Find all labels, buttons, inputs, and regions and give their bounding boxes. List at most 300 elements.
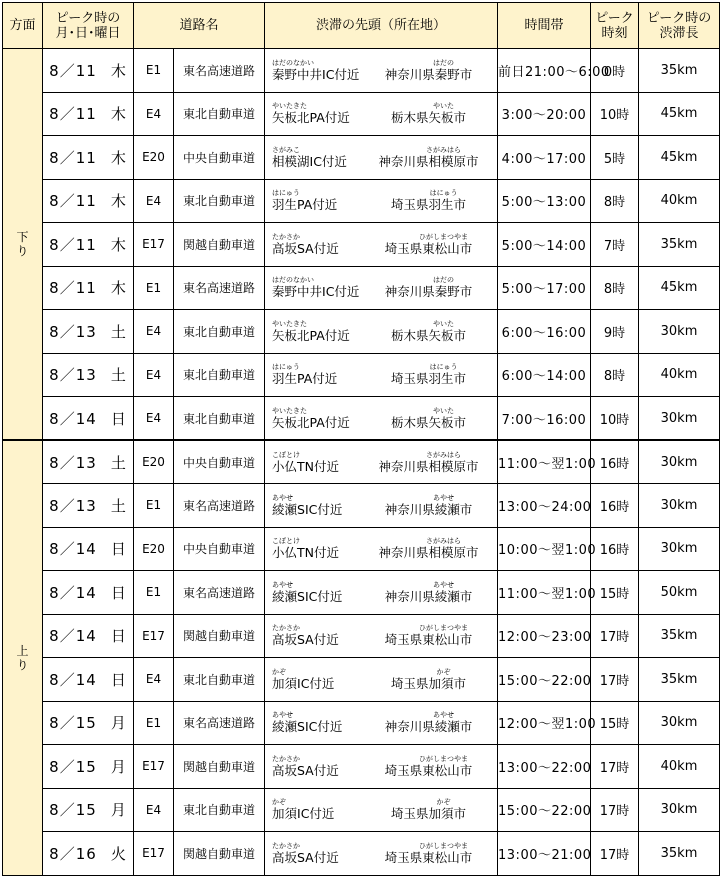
spot-name: 小仏TN付近 xyxy=(272,458,340,474)
peak-length-cell xyxy=(639,92,720,136)
road-number: E17 xyxy=(142,846,165,861)
peak-length-cell xyxy=(639,658,720,702)
time-band-cell xyxy=(498,179,591,223)
road-number: E20 xyxy=(142,455,165,469)
peak-time: 16時 xyxy=(599,499,630,515)
time-band: 15:00～22:00 xyxy=(498,804,592,820)
time-band-cell xyxy=(498,353,591,397)
road-name: 東名高速道路 xyxy=(183,585,256,600)
peak-day-of-week: 土 xyxy=(110,366,127,385)
peak-date-cell xyxy=(43,571,134,615)
peak-date: 8／11 xyxy=(49,192,97,211)
road-name-cell xyxy=(174,49,265,93)
spot-name: 矢板北PA付近 xyxy=(272,110,350,126)
spot-name: 加須IC付近 xyxy=(272,675,335,691)
peak-time: 15時 xyxy=(599,586,630,602)
header-peak-length-line2: 渋滞長 xyxy=(659,25,699,41)
table-row xyxy=(3,788,720,832)
road-name: 東北自動車道 xyxy=(183,672,256,687)
city-ruby: ひがしまつやま xyxy=(419,232,469,241)
road-name: 東北自動車道 xyxy=(183,368,256,383)
table-row xyxy=(3,571,720,615)
spot-name: 加須IC付近 xyxy=(272,806,335,822)
city-name: 埼玉県東松山市 xyxy=(384,240,473,256)
table-row xyxy=(3,484,720,528)
head-location-cell xyxy=(265,745,498,789)
road-number-cell xyxy=(134,136,174,180)
peak-date-cell xyxy=(43,49,134,93)
road-number: E4 xyxy=(145,802,162,817)
time-band: 6:00～14:00 xyxy=(501,369,587,385)
spot-ruby: たかさか xyxy=(272,624,301,633)
peak-length-cell xyxy=(639,266,720,310)
spot-name: 羽生PA付近 xyxy=(272,371,338,387)
road-name: 関越自動車道 xyxy=(183,759,256,774)
peak-time-cell xyxy=(591,745,639,789)
road-name: 中央自動車道 xyxy=(183,150,256,165)
spot-ruby: はだのなかい xyxy=(272,58,315,67)
peak-time: 15時 xyxy=(599,717,630,733)
peak-date-cell xyxy=(43,658,134,702)
header-time-band-label: 時間帯 xyxy=(524,18,564,33)
road-number: E20 xyxy=(142,541,165,556)
peak-length: 35km xyxy=(660,236,698,252)
head-location-cell xyxy=(265,484,498,528)
spot-name: 綾瀬SIC付近 xyxy=(272,719,343,735)
time-band: 5:00～17:00 xyxy=(501,282,587,298)
head-location-cell xyxy=(265,136,498,180)
head-location-cell xyxy=(265,701,498,745)
peak-length-cell xyxy=(639,353,720,397)
peak-day-of-week: 土 xyxy=(110,496,127,515)
city-ruby: あやせ xyxy=(433,493,455,502)
road-number-cell xyxy=(134,179,174,223)
road-number: E17 xyxy=(142,759,165,774)
road-number: E17 xyxy=(142,628,165,643)
peak-day-of-week: 木 xyxy=(110,148,127,167)
table-row xyxy=(3,310,720,354)
peak-time-cell xyxy=(591,788,639,832)
road-name: 東北自動車道 xyxy=(183,324,256,339)
spot-ruby: さがみこ xyxy=(272,145,301,154)
spot-ruby: たかさか xyxy=(272,841,301,850)
time-band: 10:00～翌1:00 xyxy=(498,543,597,559)
road-number: E1 xyxy=(145,585,162,600)
peak-length: 30km xyxy=(660,802,698,818)
spot-ruby: たかさか xyxy=(272,232,301,241)
peak-length: 35km xyxy=(660,62,698,78)
city-name: 神奈川県綾瀬市 xyxy=(384,719,473,735)
city-ruby: あやせ xyxy=(433,580,455,589)
city-name: 栃木県矢板市 xyxy=(391,327,467,343)
road-number: E4 xyxy=(145,324,162,339)
road-name-cell xyxy=(174,527,265,571)
peak-time-cell xyxy=(591,353,639,397)
road-name-cell xyxy=(174,832,265,876)
spot-name: 高坂SA付近 xyxy=(272,849,339,865)
peak-time-cell xyxy=(591,484,639,528)
table-row xyxy=(3,440,720,484)
road-number-cell xyxy=(134,266,174,310)
peak-date-cell xyxy=(43,788,134,832)
peak-day-of-week: 月 xyxy=(110,757,127,776)
time-band-cell xyxy=(498,701,597,745)
header-peak-length-line1: ピーク時の xyxy=(646,10,712,26)
head-location-cell xyxy=(265,179,498,223)
spot-ruby: はにゅう xyxy=(272,189,300,198)
header-peak-date xyxy=(43,3,134,49)
city-name: 埼玉県羽生市 xyxy=(391,371,467,387)
header-direction xyxy=(3,3,43,49)
time-band: 3:00～20:00 xyxy=(501,108,587,124)
road-name-cell xyxy=(174,658,265,702)
road-name: 東名高速道路 xyxy=(183,63,256,78)
road-number: E4 xyxy=(145,672,162,687)
spot-name: 矢板北PA付近 xyxy=(272,414,350,430)
peak-time: 9時 xyxy=(603,325,626,341)
time-band-cell xyxy=(498,571,597,615)
table-row xyxy=(3,266,720,310)
peak-day-of-week: 日 xyxy=(110,540,127,559)
header-peak-time-line1: ピーク xyxy=(595,10,634,26)
time-band-cell xyxy=(498,484,591,528)
header-peak-date-line2: 月･日･曜日 xyxy=(55,25,121,41)
head-location-cell xyxy=(265,788,498,832)
peak-date: 8／14 xyxy=(49,409,97,428)
head-location-cell xyxy=(265,658,498,702)
peak-date: 8／14 xyxy=(49,540,97,559)
road-name: 中央自動車道 xyxy=(183,542,256,557)
header-direction-label: 方面 xyxy=(9,18,36,33)
road-name-cell xyxy=(174,353,265,397)
peak-date: 8／14 xyxy=(49,670,97,689)
peak-time-cell xyxy=(591,179,639,223)
peak-length: 35km xyxy=(660,628,698,644)
spot-ruby: やいたきた xyxy=(272,102,308,111)
time-band: 11:00～翌1:00 xyxy=(498,586,597,602)
road-number: E1 xyxy=(145,498,162,513)
peak-day-of-week: 日 xyxy=(110,583,127,602)
road-number-cell xyxy=(134,310,174,354)
spot-name: 高坂SA付近 xyxy=(272,762,339,778)
road-number-cell xyxy=(134,571,174,615)
road-number: E1 xyxy=(145,63,162,78)
spot-ruby: かぞ xyxy=(272,798,287,807)
spot-name: 羽生PA付近 xyxy=(272,197,338,213)
peak-length: 45km xyxy=(660,106,698,122)
road-name-cell xyxy=(174,136,265,180)
peak-date: 8／13 xyxy=(49,453,97,472)
city-ruby: やいた xyxy=(433,319,455,328)
peak-date-cell xyxy=(43,701,134,745)
table-body xyxy=(3,49,720,876)
road-name: 東北自動車道 xyxy=(183,411,256,426)
city-name: 神奈川県相模原市 xyxy=(378,545,479,561)
peak-time-cell xyxy=(591,527,639,571)
time-band-cell xyxy=(498,92,591,136)
road-number-cell xyxy=(134,658,174,702)
spot-ruby: はだのなかい xyxy=(272,276,315,285)
peak-length-cell xyxy=(639,745,720,789)
peak-time-cell xyxy=(591,92,639,136)
peak-date-cell xyxy=(43,484,134,528)
peak-date-cell xyxy=(43,223,134,267)
time-band-cell xyxy=(498,788,591,832)
peak-time: 5時 xyxy=(603,151,626,167)
peak-day-of-week: 木 xyxy=(110,279,127,298)
time-band: 13:00～21:00 xyxy=(498,847,592,863)
road-name-cell xyxy=(174,484,265,528)
table-row xyxy=(3,92,720,136)
direction-label-down: 下り xyxy=(16,230,29,258)
head-location-cell xyxy=(265,310,498,354)
head-location-cell xyxy=(265,832,498,876)
peak-length-cell xyxy=(639,223,720,267)
spot-name: 矢板北PA付近 xyxy=(272,327,350,343)
time-band: 7:00～16:00 xyxy=(501,412,587,428)
peak-time: 0時 xyxy=(603,64,626,80)
peak-day-of-week: 日 xyxy=(110,409,127,428)
peak-date: 8／13 xyxy=(49,366,97,385)
peak-time-cell xyxy=(591,266,639,310)
spot-ruby: かぞ xyxy=(272,667,287,676)
header-road-name-label: 道路名 xyxy=(179,18,219,33)
spot-name: 秦野中井IC付近 xyxy=(272,284,360,300)
city-name: 神奈川県秦野市 xyxy=(384,284,473,300)
table-row xyxy=(3,223,720,267)
road-name-cell xyxy=(174,92,265,136)
table-row xyxy=(3,701,720,745)
peak-time-cell xyxy=(591,571,639,615)
peak-date: 8／11 xyxy=(49,61,97,80)
head-location-cell xyxy=(265,527,498,571)
peak-length-cell xyxy=(639,701,720,745)
city-ruby: やいた xyxy=(433,406,455,415)
time-band-cell xyxy=(498,745,591,789)
direction-label-up: 上り xyxy=(16,643,29,672)
peak-length: 35km xyxy=(660,845,698,861)
peak-time: 16時 xyxy=(599,456,630,472)
table-row xyxy=(3,614,720,658)
peak-date-cell xyxy=(43,832,134,876)
peak-length: 30km xyxy=(660,323,698,339)
peak-time-cell xyxy=(591,397,639,441)
city-ruby: やいた xyxy=(433,102,455,111)
peak-date: 8／15 xyxy=(49,801,97,820)
road-name: 東名高速道路 xyxy=(183,716,256,731)
peak-length: 40km xyxy=(660,367,698,383)
road-name-cell xyxy=(174,571,265,615)
road-number-cell xyxy=(134,49,174,93)
peak-length-cell xyxy=(639,136,720,180)
city-name: 栃木県矢板市 xyxy=(391,414,467,430)
head-location-cell xyxy=(265,353,498,397)
time-band-cell xyxy=(498,614,591,658)
peak-time: 10時 xyxy=(599,412,630,428)
peak-date-cell xyxy=(43,397,134,441)
table-row xyxy=(3,832,720,876)
header-row xyxy=(3,3,720,49)
peak-time-cell xyxy=(591,614,639,658)
peak-length-cell xyxy=(639,179,720,223)
peak-time: 7時 xyxy=(603,238,626,254)
time-band: 12:00～翌1:00 xyxy=(498,717,597,733)
spot-ruby: あやせ xyxy=(272,711,294,720)
peak-day-of-week: 日 xyxy=(110,670,127,689)
peak-length-cell xyxy=(639,49,720,93)
peak-date-cell xyxy=(43,179,134,223)
peak-day-of-week: 土 xyxy=(110,453,127,472)
table-row xyxy=(3,49,720,93)
peak-time-cell xyxy=(591,136,639,180)
peak-time: 17時 xyxy=(599,804,630,820)
city-ruby: はだの xyxy=(433,58,455,67)
time-band-cell xyxy=(498,136,591,180)
spot-name: 相模湖IC付近 xyxy=(272,153,347,169)
peak-date-cell xyxy=(43,353,134,397)
peak-day-of-week: 火 xyxy=(110,844,127,863)
city-name: 埼玉県加須市 xyxy=(391,675,467,691)
head-location-cell xyxy=(265,440,498,484)
peak-time: 8時 xyxy=(603,282,626,298)
peak-date-cell xyxy=(43,136,134,180)
peak-length-cell xyxy=(639,310,720,354)
header-peak-time-line2: 時刻 xyxy=(601,25,628,41)
peak-length-cell xyxy=(639,788,720,832)
peak-date: 8／16 xyxy=(49,844,97,863)
peak-date: 8／11 xyxy=(49,279,97,298)
city-name: 埼玉県加須市 xyxy=(391,806,467,822)
time-band-cell xyxy=(498,527,597,571)
time-band-cell xyxy=(498,223,591,267)
time-band-cell xyxy=(498,397,591,441)
city-name: 神奈川県相模原市 xyxy=(378,153,479,169)
road-name: 関越自動車道 xyxy=(183,237,256,252)
city-ruby: ひがしまつやま xyxy=(419,624,469,633)
city-name: 神奈川県相模原市 xyxy=(378,458,479,474)
spot-name: 高坂SA付近 xyxy=(272,632,339,648)
city-ruby: かぞ xyxy=(436,667,451,676)
city-ruby: かぞ xyxy=(436,798,451,807)
road-name: 東名高速道路 xyxy=(183,498,256,513)
time-band: 前日21:00～6:00 xyxy=(498,64,610,80)
time-band: 13:00～24:00 xyxy=(498,499,592,515)
peak-length: 45km xyxy=(660,280,698,296)
road-number: E20 xyxy=(142,150,165,165)
city-name: 神奈川県秦野市 xyxy=(384,66,473,82)
peak-length: 30km xyxy=(660,410,698,426)
city-ruby: はにゅう xyxy=(429,189,458,198)
road-number: E1 xyxy=(145,715,162,730)
peak-date-cell xyxy=(43,440,134,484)
road-name-cell xyxy=(174,397,265,441)
peak-day-of-week: 日 xyxy=(110,627,127,646)
road-name-cell xyxy=(174,440,265,484)
road-number: E4 xyxy=(145,367,162,382)
road-number: E1 xyxy=(145,280,162,295)
peak-date-cell xyxy=(43,527,134,571)
header-head-location-label: 渋滞の先頭（所在地） xyxy=(316,18,447,33)
road-number-cell xyxy=(134,484,174,528)
road-number-cell xyxy=(134,223,174,267)
peak-length-cell xyxy=(639,440,720,484)
peak-time-cell xyxy=(591,701,639,745)
city-ruby: さがみはら xyxy=(426,450,462,459)
table-row xyxy=(3,136,720,180)
peak-time-cell xyxy=(591,832,639,876)
peak-time-cell xyxy=(591,658,639,702)
city-name: 神奈川県綾瀬市 xyxy=(384,501,473,517)
road-name-cell xyxy=(174,788,265,832)
road-name: 東北自動車道 xyxy=(183,194,256,209)
road-number: E4 xyxy=(145,411,162,425)
spot-ruby: はにゅう xyxy=(272,363,300,372)
spot-ruby: やいたきた xyxy=(272,319,308,328)
peak-day-of-week: 木 xyxy=(110,192,127,211)
road-number: E4 xyxy=(145,193,162,208)
peak-day-of-week: 月 xyxy=(110,714,127,733)
time-band: 15:00～22:00 xyxy=(498,673,592,689)
time-band: 11:00～翌1:00 xyxy=(498,456,597,472)
time-band-cell xyxy=(498,266,591,310)
road-name: 関越自動車道 xyxy=(183,629,256,644)
peak-length-cell xyxy=(639,614,720,658)
spot-name: 秦野中井IC付近 xyxy=(272,66,360,82)
city-ruby: ひがしまつやま xyxy=(419,841,469,850)
spot-name: 綾瀬SIC付近 xyxy=(272,588,343,604)
city-ruby: さがみはら xyxy=(426,537,462,546)
direction-cell-down xyxy=(3,49,43,441)
city-name: 埼玉県東松山市 xyxy=(384,849,473,865)
peak-time-cell xyxy=(591,440,639,484)
peak-date-cell xyxy=(43,266,134,310)
spot-ruby: あやせ xyxy=(272,493,294,502)
header-peak-length xyxy=(639,3,720,49)
city-name: 栃木県矢板市 xyxy=(391,110,467,126)
peak-date: 8／13 xyxy=(49,322,97,341)
time-band: 5:00～14:00 xyxy=(501,238,587,254)
city-name: 神奈川県綾瀬市 xyxy=(384,588,473,604)
peak-length: 40km xyxy=(660,758,698,774)
header-road-name xyxy=(134,3,265,49)
peak-date-cell xyxy=(43,745,134,789)
time-band-cell xyxy=(498,440,597,484)
road-number-cell xyxy=(134,745,174,789)
road-number-cell xyxy=(134,92,174,136)
road-name-cell xyxy=(174,179,265,223)
city-ruby: あやせ xyxy=(433,711,455,720)
road-name: 東北自動車道 xyxy=(183,803,256,818)
road-number-cell xyxy=(134,788,174,832)
peak-day-of-week: 木 xyxy=(110,235,127,254)
peak-time: 17時 xyxy=(599,760,630,776)
peak-date-cell xyxy=(43,614,134,658)
peak-length-cell xyxy=(639,527,720,571)
peak-date: 8／15 xyxy=(49,757,97,776)
peak-date: 8／11 xyxy=(49,235,97,254)
table-row xyxy=(3,527,720,571)
peak-date: 8／14 xyxy=(49,583,97,602)
peak-time-cell xyxy=(591,223,639,267)
spot-ruby: こぼとけ xyxy=(272,537,301,546)
peak-date-cell xyxy=(43,310,134,354)
road-name-cell xyxy=(174,310,265,354)
peak-day-of-week: 月 xyxy=(110,801,127,820)
peak-time: 17時 xyxy=(599,630,630,646)
head-location-cell xyxy=(265,223,498,267)
road-name-cell xyxy=(174,745,265,789)
peak-date: 8／11 xyxy=(49,148,97,167)
